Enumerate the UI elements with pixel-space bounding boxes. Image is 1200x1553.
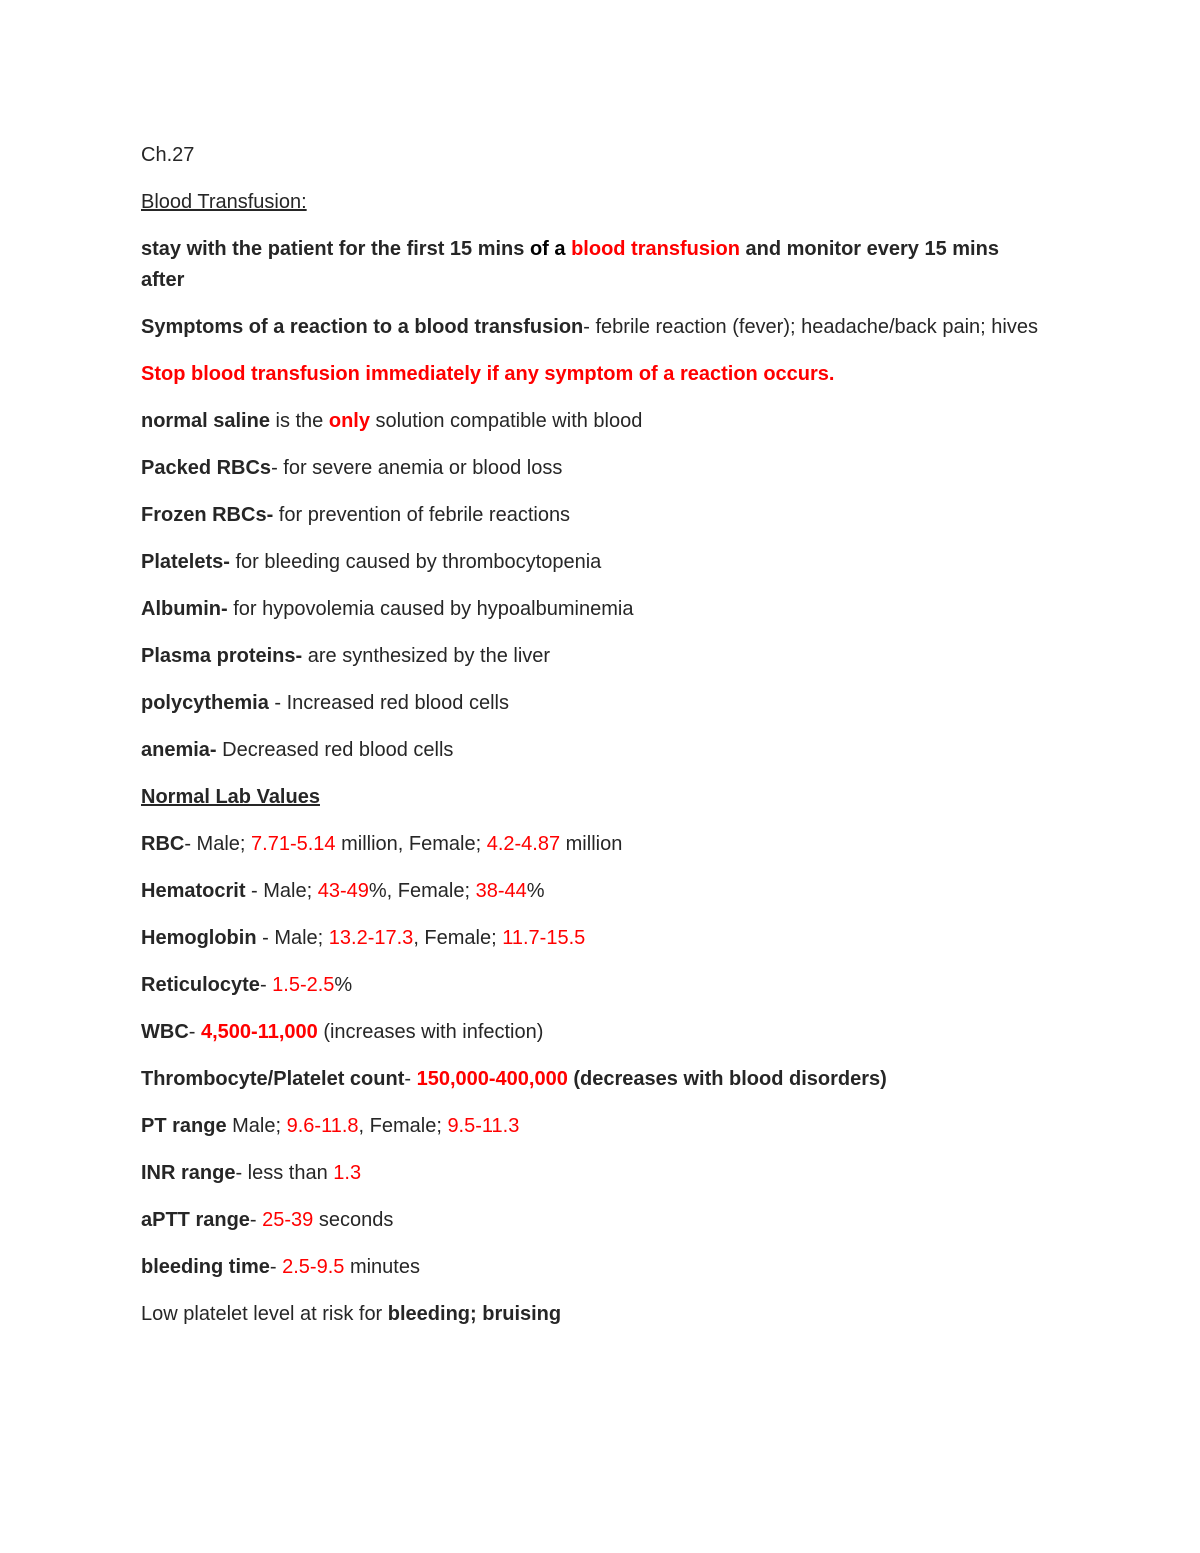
lab-value: 7.71-5.14 <box>251 833 336 855</box>
saline-label: normal saline <box>141 410 270 432</box>
lab-text: - <box>249 1209 263 1231</box>
lab-label: Reticulocyte <box>141 974 260 996</box>
lab-text: % <box>526 880 545 902</box>
lab-text: - less than <box>235 1162 334 1184</box>
lab-text: %, Female; <box>368 880 476 902</box>
saline-pre: is the <box>269 410 329 432</box>
lab-text: , Female; <box>413 927 503 949</box>
lab-values-heading <box>141 782 1041 813</box>
lab-value: 2.5-9.5 <box>282 1256 345 1278</box>
lab-label: RBC <box>141 833 185 855</box>
item-label: anemia- <box>141 739 217 761</box>
lab-label: aPTT range <box>141 1209 250 1231</box>
lab-value: 13.2-17.3 <box>328 927 414 949</box>
lab-text: minutes <box>344 1256 420 1278</box>
lab-label: PT range <box>141 1115 227 1137</box>
lab-text: Male; <box>226 1115 287 1137</box>
lab-row-hematocrit <box>141 876 1041 907</box>
lab-row-bleeding-time <box>141 1252 1041 1283</box>
item-text: - for severe anemia or blood loss <box>271 457 563 479</box>
item-text: for hypovolemia caused by hypoalbuminemia <box>227 598 634 620</box>
note-text: Low platelet level at risk for <box>141 1303 388 1325</box>
lab-value: 38-44 <box>475 880 527 902</box>
low-platelet-note <box>141 1299 1041 1330</box>
symptoms-text: - febrile reaction (fever); headache/back pain; hives <box>583 316 1038 338</box>
list-item <box>141 453 1041 484</box>
list-item <box>141 688 1041 719</box>
item-label: Platelets- <box>141 551 230 573</box>
item-label: Packed RBCs <box>141 457 272 479</box>
blood-transfusion-heading <box>141 187 1041 218</box>
lab-text: (increases with infection) <box>317 1021 544 1043</box>
lab-value: 1.3 <box>333 1162 362 1184</box>
stop-text: Stop blood transfusion immediately if any symptom of a reaction occurs. <box>141 363 835 385</box>
lab-text: seconds <box>313 1209 394 1231</box>
lab-value: 43-49 <box>317 880 369 902</box>
monitor-text-1: stay with the patient for the first 15 mins <box>141 238 525 260</box>
document-page <box>141 140 1041 1346</box>
lab-value: 11.7-15.5 <box>502 927 586 949</box>
lab-row-aptt <box>141 1205 1041 1236</box>
lab-text: - <box>269 1256 283 1278</box>
lab-row-reticulocyte <box>141 970 1041 1001</box>
item-label: Albumin- <box>141 598 228 620</box>
lab-label: INR range <box>141 1162 236 1184</box>
chapter-title <box>141 140 1041 171</box>
item-text: - Increased red blood cells <box>268 692 509 714</box>
monitor-highlight: blood transfusion <box>571 238 740 260</box>
item-text: Decreased red blood cells <box>216 739 454 761</box>
monitor-paragraph <box>141 234 1041 296</box>
lab-value: 150,000-400,000 <box>416 1068 568 1090</box>
lab-row-hemoglobin <box>141 923 1041 954</box>
monitor-text-2: of a <box>524 238 572 260</box>
lab-text: , Female; <box>358 1115 448 1137</box>
saline-paragraph <box>141 406 1041 437</box>
lab-value: 25-39 <box>262 1209 314 1231</box>
lab-text: - Male; <box>245 880 318 902</box>
lab-text: % <box>334 974 353 996</box>
lab-text: (decreases with blood disorders) <box>567 1068 887 1090</box>
lab-row-rbc <box>141 829 1041 860</box>
lab-row-pt <box>141 1111 1041 1142</box>
symptoms-paragraph <box>141 312 1041 343</box>
list-item <box>141 641 1041 672</box>
item-text: for bleeding caused by thrombocytopenia <box>229 551 602 573</box>
list-item <box>141 500 1041 531</box>
lab-value: 9.5-11.3 <box>447 1115 520 1137</box>
symptoms-label: Symptoms of a reaction to a blood transfusion <box>141 316 584 338</box>
list-item <box>141 735 1041 766</box>
saline-highlight: only <box>328 410 370 432</box>
lab-row-inr <box>141 1158 1041 1189</box>
stop-warning <box>141 359 1041 390</box>
lab-text: million <box>560 833 623 855</box>
lab-text: - Male; <box>256 927 329 949</box>
lab-text: - <box>188 1021 201 1043</box>
monitor-text-3: and monitor every 15 mins after <box>141 238 999 291</box>
lab-label: Hematocrit <box>141 880 246 902</box>
item-label: polycythemia <box>141 692 269 714</box>
lab-row-wbc <box>141 1017 1041 1048</box>
lab-label: Hemoglobin <box>141 927 257 949</box>
item-text: are synthesized by the liver <box>302 645 551 667</box>
note-bold: bleeding; bruising <box>387 1303 562 1325</box>
item-label: Plasma proteins- <box>141 645 303 667</box>
saline-post: solution compatible with blood <box>369 410 643 432</box>
lab-value: 1.5-2.5 <box>272 974 335 996</box>
lab-label: WBC <box>141 1021 189 1043</box>
lab-value: 4.2-4.87 <box>486 833 561 855</box>
lab-text: - Male; <box>184 833 252 855</box>
list-item <box>141 547 1041 578</box>
lab-row-platelet <box>141 1064 1041 1095</box>
lab-value: 9.6-11.8 <box>286 1115 359 1137</box>
lab-label: bleeding time <box>141 1256 270 1278</box>
lab-text: - <box>259 974 273 996</box>
lab-value: 4,500-11,000 <box>200 1021 318 1043</box>
lab-text: - <box>404 1068 417 1090</box>
chapter-label: Ch.27 <box>141 144 195 166</box>
list-item <box>141 594 1041 625</box>
item-label: Frozen RBCs- <box>141 504 274 526</box>
lab-text: million, Female; <box>335 833 487 855</box>
lab-heading-text: Normal Lab Values <box>141 786 320 808</box>
heading-text: Blood Transfusion: <box>141 191 307 213</box>
item-text: for prevention of febrile reactions <box>273 504 571 526</box>
lab-label: Thrombocyte/Platelet count <box>141 1068 405 1090</box>
